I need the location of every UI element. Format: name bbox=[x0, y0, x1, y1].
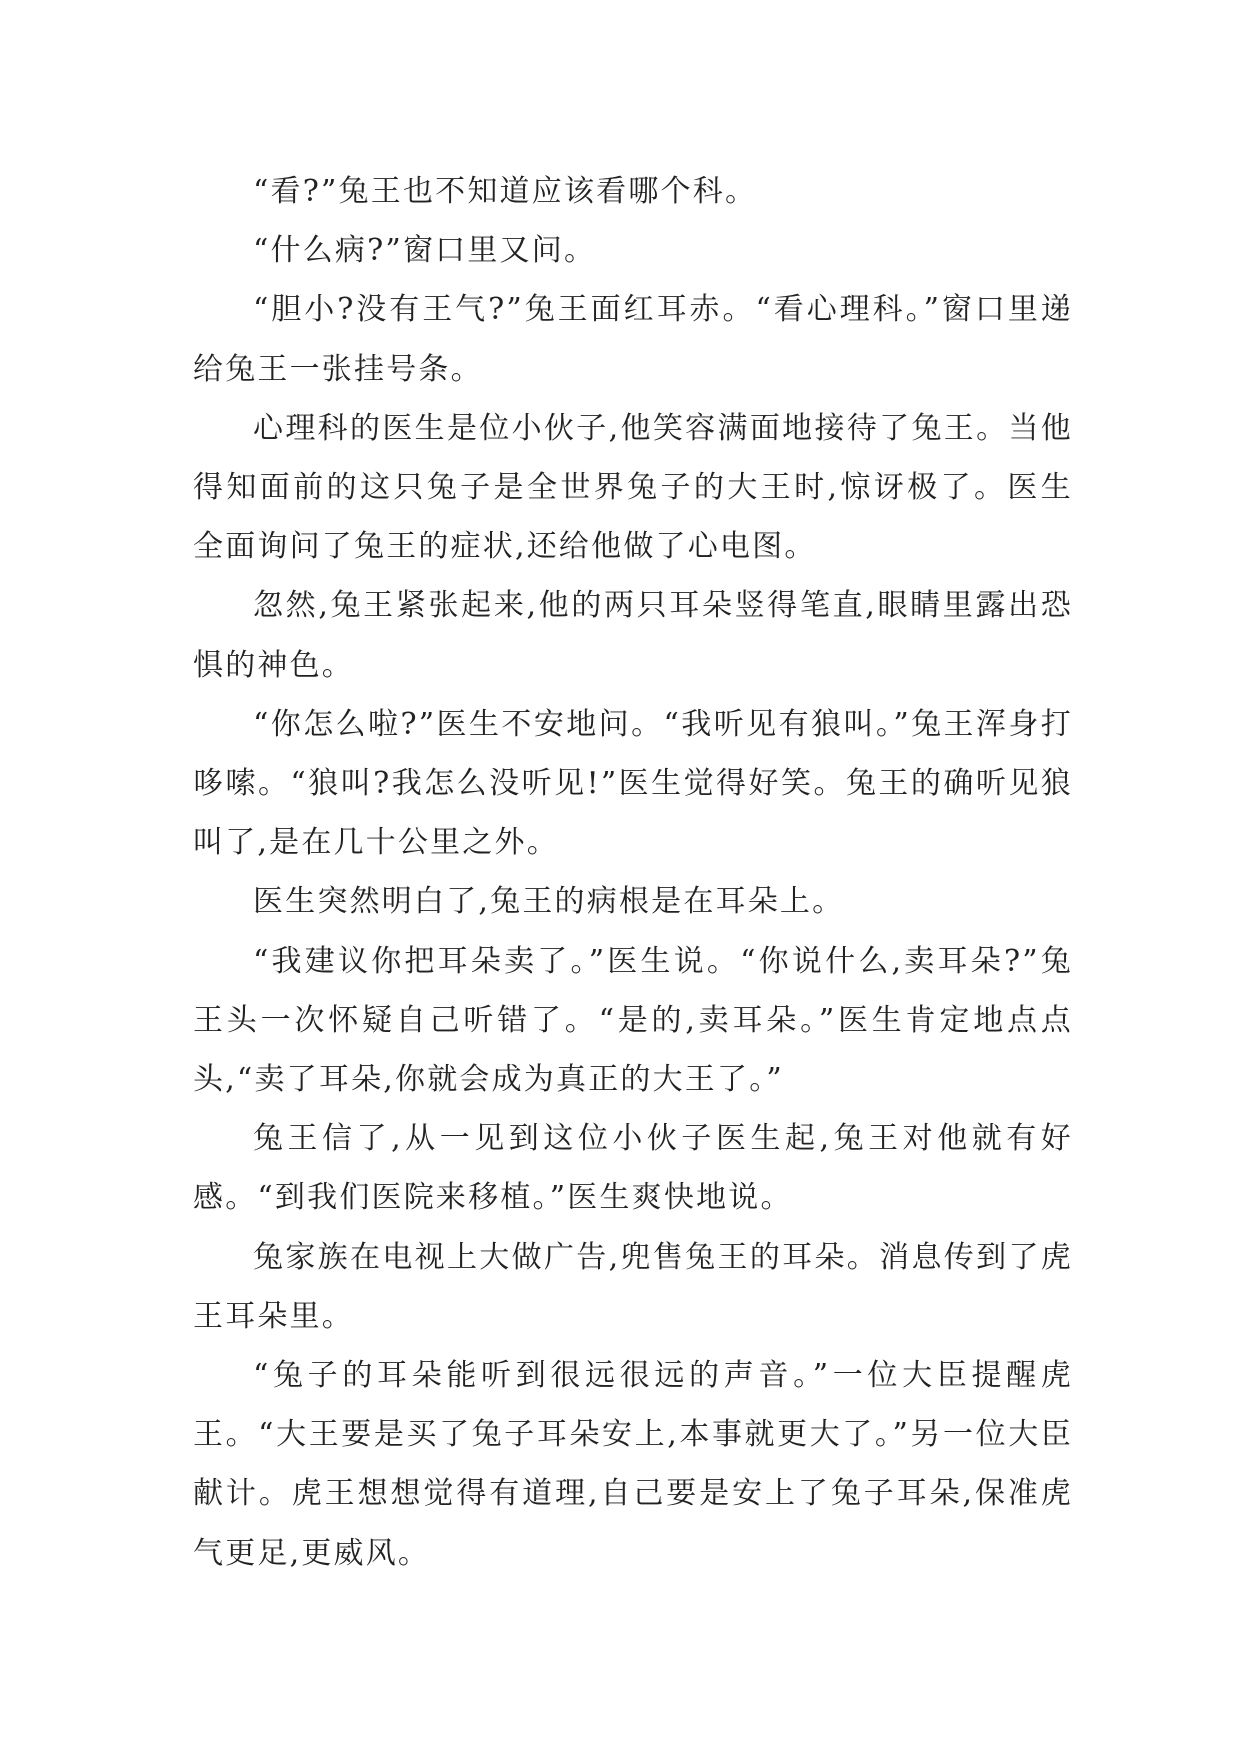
paragraph: “什么病?”窗口里又问。 bbox=[253, 233, 597, 269]
paragraph: “看?”兔王也不知道应该看哪个科。 bbox=[253, 174, 758, 209]
paragraph: 忽然,兔王紧张起来,他的两只耳朵竖得笔直,眼睛里露出恐惧的神色。 bbox=[193, 588, 1073, 683]
paragraph: 医生突然明白了,兔王的病根是在耳朵上。 bbox=[253, 884, 845, 920]
paragraph: 兔家族在电视上大做广告,兜售兔王的耳朵。消息传到了虎王耳朵里。 bbox=[193, 1239, 1073, 1334]
paragraph: “兔子的耳朵能听到很远很远的声音。”一位大臣提醒虎王。“大王要是买了兔子耳朵安上,本事就更大了。”另一位大臣献计。虎王想想觉得有道理,自己要是安上了兔子耳朵,保准虎气更足,更威风。 bbox=[193, 1358, 1073, 1571]
story-text bbox=[193, 162, 1073, 1583]
paragraph: 心理科的医生是位小伙子,他笑容满面地接待了兔王。当他得知面前的这只兔子是全世界兔子的大王时,惊讶极了。医生全面询问了兔王的症状,还给他做了心电图。 bbox=[193, 410, 1073, 565]
paragraph: 兔王信了,从一见到这位小伙子医生起,兔王对他就有好感。“到我们医院来移植。”医生爽快地说。 bbox=[193, 1121, 1073, 1216]
paragraph: “我建议你把耳朵卖了。”医生说。“你说什么,卖耳朵?”兔王头一次怀疑自己听错了。“是的,卖耳朵。”医生肯定地点点头,“卖了耳朵,你就会成为真正的大王了。” bbox=[193, 943, 1073, 1098]
paragraph: “胆小?没有王气?”兔王面红耳赤。“看心理科。”窗口里递给兔王一张挂号条。 bbox=[193, 292, 1073, 387]
paragraph: “你怎么啦?”医生不安地问。“我听见有狼叫。”兔王浑身打哆嗦。“狼叫?我怎么没听见!”医生觉得好笑。兔王的确听见狼叫了,是在几十公里之外。 bbox=[193, 706, 1073, 861]
